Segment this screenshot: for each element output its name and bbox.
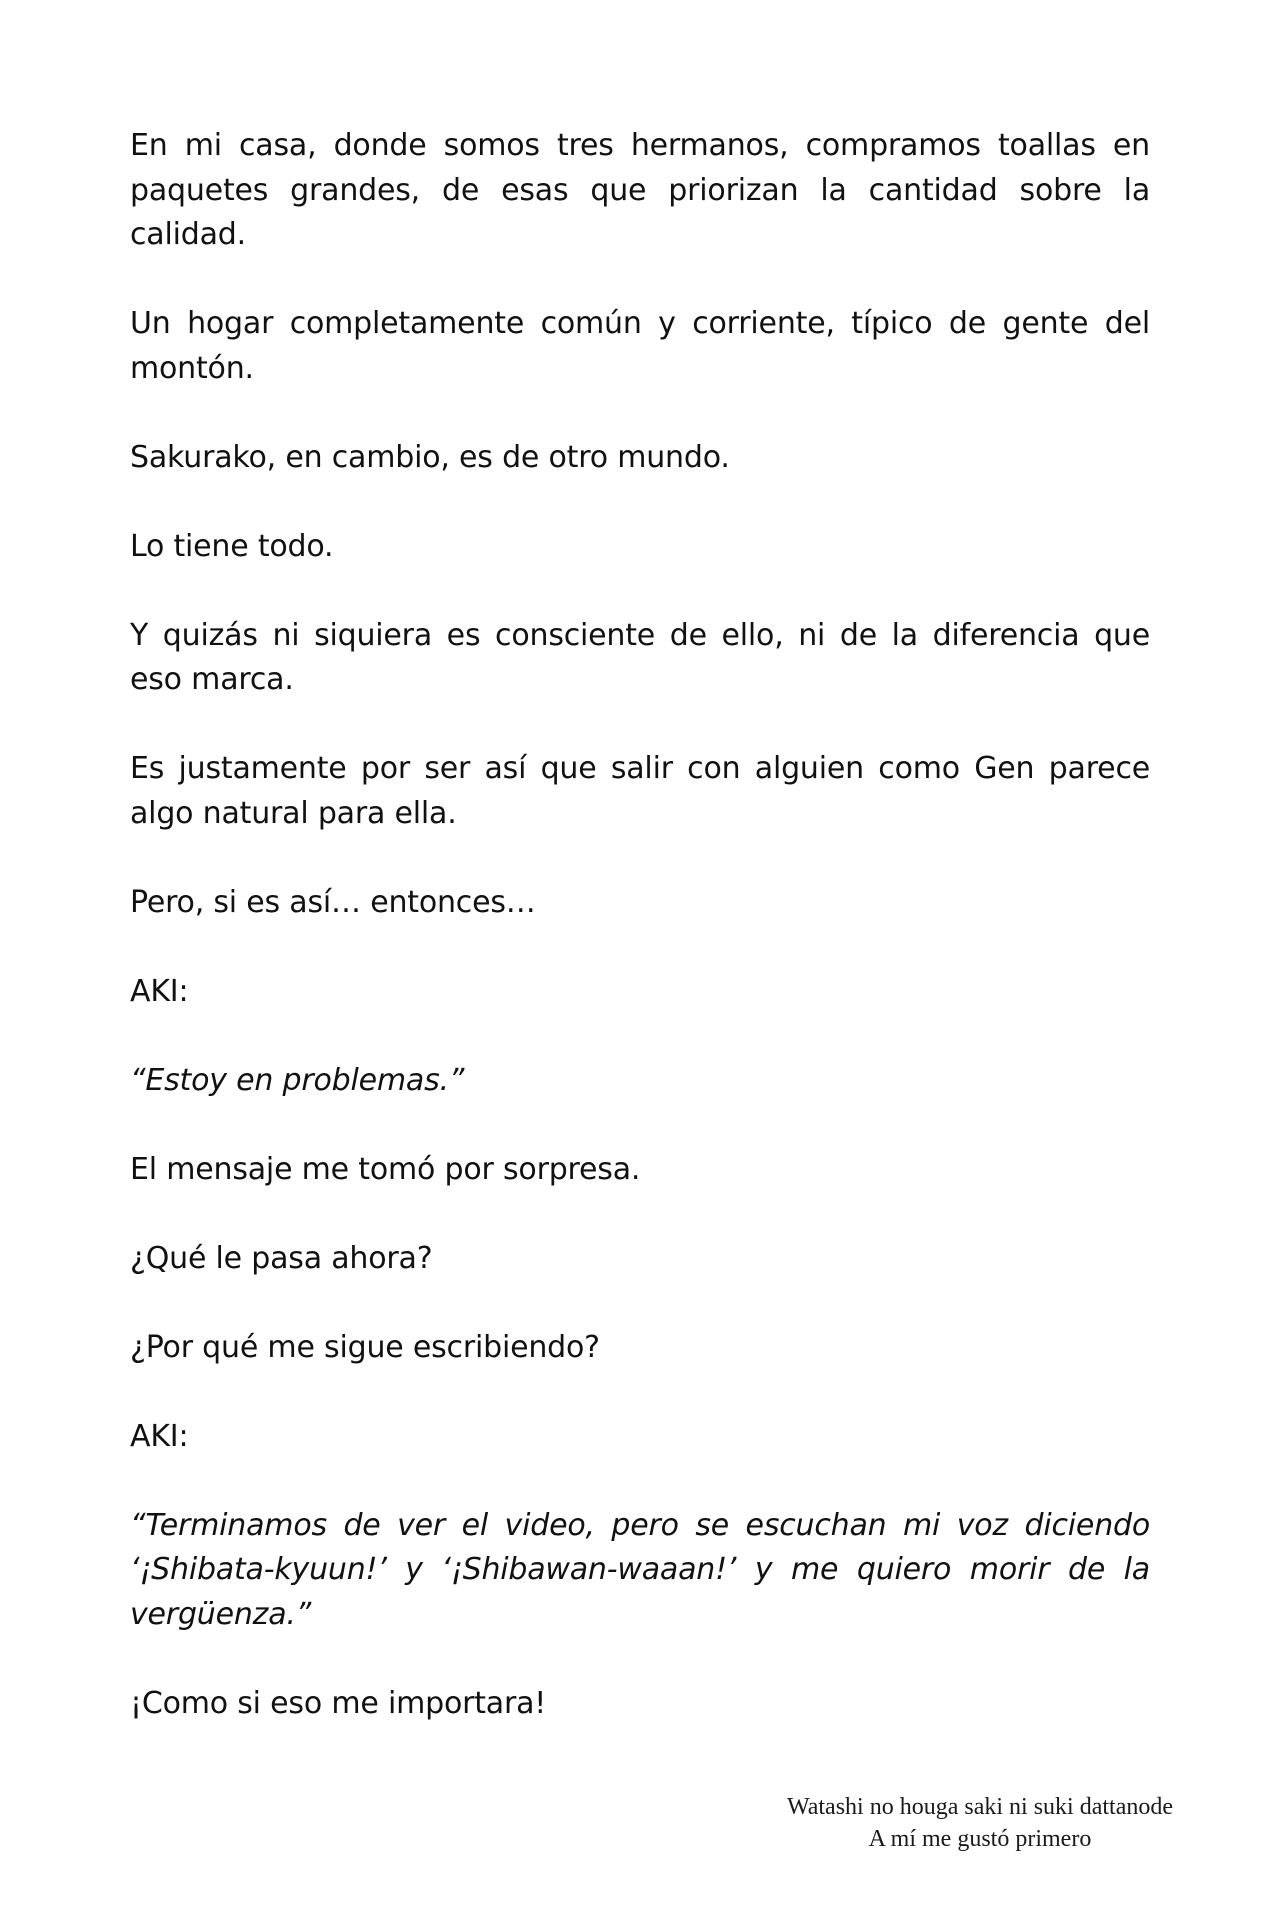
paragraph-exclamation [130, 1682, 1150, 1727]
text-line: ‘¡Shibata-kyuun!’ y ‘¡Shibawan-waaan!’ y me quiero morir de la [130, 1552, 1150, 1587]
text-line: Sakurako, en cambio, es de otro mundo. [130, 439, 730, 475]
text-line: Y quizás ni siquiera es consciente de ello, ni de la diferencia que [130, 617, 1150, 653]
text-line: Lo tiene todo. [130, 528, 334, 564]
text-line: paquetes grandes, de esas que priorizan la cantidad sobre la [130, 172, 1150, 208]
text-line: calidad. [130, 217, 246, 252]
text-line: montón. [130, 350, 254, 386]
page-body-text [130, 124, 1150, 1771]
paragraph-question-2 [130, 1326, 1150, 1371]
message-quote [130, 1504, 1150, 1638]
paragraph-towels [130, 124, 1150, 258]
paragraph-then [130, 881, 1150, 926]
message-quote [130, 1059, 1150, 1104]
footer-series-subtitle: A mí me gustó primero [868, 1826, 1092, 1852]
text-line: “Estoy en problemas.” [130, 1062, 465, 1098]
text-line: ¿Por qué me sigue escribiendo? [130, 1329, 600, 1365]
page-footer [700, 1791, 1260, 1855]
paragraph-sakurako [130, 436, 1150, 481]
text-line: vergüenza.” [130, 1596, 312, 1632]
paragraph-has-everything [130, 525, 1150, 570]
text-line: AKI: [130, 1418, 189, 1454]
paragraph-question-1 [130, 1237, 1150, 1282]
text-line: Un hogar completamente común y corriente, típico de gente del [130, 306, 1150, 341]
text-line: AKI: [130, 973, 189, 1009]
text-line: ¿Qué le pasa ahora? [130, 1240, 433, 1276]
paragraph-gen [130, 747, 1150, 836]
text-line: Pero, si es así… entonces… [130, 884, 536, 920]
paragraph-not-aware [130, 614, 1150, 703]
text-line: algo natural para ella. [130, 795, 457, 831]
speaker-label-aki [130, 1415, 1150, 1460]
text-line: “Terminamos de ver el video, pero se escuchan mi voz diciendo [130, 1507, 1150, 1543]
text-line: En mi casa, donde somos tres hermanos, compramos toallas en [130, 128, 1150, 163]
text-line: Es justamente por ser así que salir con alguien como Gen parece [130, 751, 1150, 786]
text-line: El mensaje me tomó por sorpresa. [130, 1151, 641, 1187]
footer-series-title: Watashi no houga saki ni suki dattanode [787, 1794, 1173, 1820]
paragraph-ordinary-home [130, 302, 1150, 391]
text-line: eso marca. [130, 662, 294, 697]
paragraph-surprise [130, 1148, 1150, 1193]
speaker-label-aki [130, 970, 1150, 1015]
text-line: ¡Como si eso me importara! [130, 1685, 547, 1721]
